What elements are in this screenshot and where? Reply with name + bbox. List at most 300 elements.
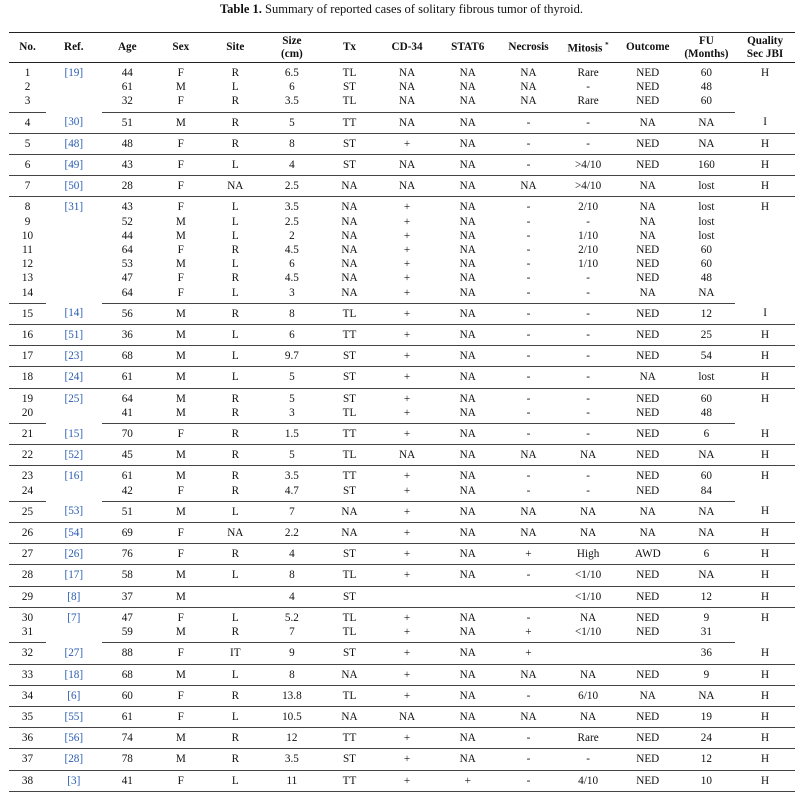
cell-fu: 60 — [700, 67, 712, 79]
cell-outcome: NED — [618, 424, 678, 445]
cell-outcome: NED — [618, 625, 678, 643]
cell-size: 4.7 — [262, 484, 322, 502]
cell-stat6: NA — [437, 367, 499, 388]
header-fu-line2: (Months) — [684, 47, 729, 60]
cell-size: 5 — [262, 112, 322, 133]
cell-stat6: NA — [437, 728, 499, 749]
row-group — [9, 685, 795, 706]
cell-site: R — [209, 625, 262, 643]
cell-outcome: NA — [639, 229, 656, 242]
cell-necrosis: - — [499, 133, 559, 154]
table-row — [9, 770, 795, 791]
reference-link[interactable]: [18] — [64, 668, 84, 681]
cell-sex: M — [153, 565, 209, 586]
cell-outcome: NED — [618, 664, 678, 685]
cell-sex: M — [153, 367, 209, 388]
cell-sex: F — [177, 244, 184, 257]
cell-necrosis: NA — [499, 664, 559, 685]
cell-age: 76 — [102, 544, 153, 565]
cell-necrosis: - — [499, 484, 559, 502]
cell-age: 28 — [102, 176, 153, 197]
cell-sex: M — [175, 229, 186, 242]
cell-cd34: + — [377, 406, 437, 424]
table-row — [9, 303, 795, 324]
cell-no: 20 — [9, 406, 46, 424]
cell-sex: F — [177, 611, 184, 624]
header-quality-line1: Quality — [747, 35, 784, 47]
row-group — [9, 706, 795, 727]
cell-mitosis: - — [558, 112, 618, 133]
cell-outcome: NED — [618, 445, 678, 466]
cell-no: 23 — [21, 470, 34, 483]
cell-cd34: + — [377, 325, 437, 346]
row-group — [9, 303, 795, 324]
cell-size: 6 — [289, 258, 295, 271]
header-necrosis: Necrosis — [499, 33, 559, 63]
reference-link[interactable]: [50] — [64, 180, 84, 193]
cell-no: 36 — [9, 728, 46, 749]
cell-stat6: NA — [459, 470, 476, 483]
cell-quality-jbi: H — [735, 367, 795, 388]
cell-mitosis: >4/10 — [558, 176, 618, 197]
cell-necrosis: - — [499, 406, 559, 424]
cell-stat6: NA — [437, 346, 499, 367]
cell-no: 1 — [24, 67, 31, 79]
cell-necrosis: NA — [499, 94, 559, 112]
reference-link[interactable]: [53] — [64, 505, 84, 518]
reference-link[interactable]: [51] — [64, 329, 84, 342]
cell-mitosis: NA — [558, 523, 618, 544]
cell-ref — [46, 728, 102, 749]
table-row — [9, 80, 795, 94]
reference-link[interactable]: [30] — [64, 116, 84, 129]
row-group — [9, 749, 795, 770]
header-mitosis-label: Mitosis — [567, 43, 603, 56]
cell-age: 64 — [121, 244, 133, 257]
cell-stat6: NA — [437, 445, 499, 466]
table-row — [9, 215, 795, 229]
cell-fu: NA — [678, 445, 736, 466]
cell-no: 28 — [9, 565, 46, 586]
cell-cd34: + — [377, 770, 437, 791]
cell-necrosis: - — [526, 392, 531, 405]
cell-fu: 60 — [700, 470, 712, 483]
cell-necrosis: - — [499, 424, 559, 445]
cell-no: 31 — [9, 625, 46, 643]
cell-age: 51 — [102, 112, 153, 133]
cell-necrosis: - — [499, 770, 559, 791]
cell-site: R — [209, 94, 262, 112]
cell-tx: TT — [322, 424, 378, 445]
cell-cd34: + — [377, 749, 437, 770]
cell-fu: NA — [678, 112, 736, 133]
cell-tx: TT — [322, 770, 378, 791]
cell-site: R — [231, 244, 240, 257]
cell-site: L — [231, 201, 239, 214]
cell-necrosis: - — [526, 244, 531, 257]
row-group — [9, 445, 795, 466]
cell-mitosis: 1/10 — [578, 258, 599, 271]
cell-site — [209, 586, 262, 607]
reference-link[interactable]: [28] — [64, 753, 84, 766]
table-row — [9, 286, 795, 304]
cell-fu: 12 — [678, 586, 736, 607]
cell-quality-jbi: H — [735, 749, 795, 770]
cell-sex: M — [153, 346, 209, 367]
cell-size: 8 — [262, 133, 322, 154]
cell-outcome: NED — [618, 94, 678, 112]
cell-no: 25 — [9, 501, 46, 522]
cell-cd34: + — [377, 565, 437, 586]
cell-mitosis: - — [558, 749, 618, 770]
cell-size: 7 — [262, 625, 322, 643]
cell-site: R — [209, 544, 262, 565]
header-site: Site — [209, 33, 262, 63]
cell-age: 36 — [102, 325, 153, 346]
cell-sex: M — [175, 470, 186, 483]
cell-sex: M — [153, 664, 209, 685]
cell-fu: 60 — [700, 392, 712, 405]
cell-age: 69 — [102, 523, 153, 544]
cell-size: 2 — [289, 229, 295, 242]
row-group — [9, 112, 795, 133]
cell-cd34: + — [403, 244, 411, 257]
cell-tx: ST — [322, 367, 378, 388]
row-group — [9, 424, 795, 445]
cell-stat6: NA — [437, 325, 499, 346]
cell-cd34: + — [403, 229, 411, 242]
cell-stat6: NA — [437, 286, 499, 304]
cell-necrosis: - — [526, 470, 531, 483]
cell-size: 6.5 — [284, 67, 299, 79]
cell-site: L — [209, 501, 262, 522]
reference-link[interactable]: [26] — [64, 548, 84, 561]
cell-outcome: NA — [618, 367, 678, 388]
table-row — [9, 63, 795, 81]
reference-link[interactable]: [14] — [64, 307, 84, 320]
reference-link[interactable]: [52] — [64, 449, 84, 462]
cell-no: 37 — [9, 749, 46, 770]
cell-tx: ST — [322, 346, 378, 367]
cell-outcome: NED — [618, 706, 678, 727]
cell-tx: ST — [342, 81, 356, 94]
cell-site: L — [231, 611, 239, 624]
cell-size: 13.8 — [262, 685, 322, 706]
table-row — [9, 133, 795, 154]
reference-link[interactable]: [48] — [64, 137, 84, 150]
cell-stat6: NA — [437, 112, 499, 133]
cell-size: 3.5 — [262, 749, 322, 770]
cell-stat6: + — [437, 770, 499, 791]
cell-no: 8 — [24, 201, 31, 214]
cell-tx: NA — [341, 215, 358, 228]
cell-ref — [46, 424, 102, 445]
cell-no: 21 — [9, 424, 46, 445]
reference-link[interactable]: [24] — [64, 371, 84, 384]
row-group — [9, 544, 795, 565]
cell-outcome: NED — [636, 81, 660, 94]
cell-age: 47 — [121, 611, 133, 624]
cell-no: 9 — [24, 215, 31, 228]
cell-size: 10.5 — [262, 706, 322, 727]
cell-ref — [46, 176, 102, 197]
cell-stat6: NA — [459, 272, 476, 285]
cell-quality-jbi: H — [735, 770, 795, 791]
cell-stat6: NA — [437, 523, 499, 544]
header-size — [262, 33, 322, 63]
cell-fu: 48 — [700, 81, 712, 94]
cell-ref — [46, 501, 102, 522]
cell-size: 12 — [262, 728, 322, 749]
cell-tx: ST — [322, 586, 378, 607]
cell-site: R — [209, 303, 262, 324]
cell-site: R — [231, 272, 240, 285]
header-quality-line2: Sec JBI — [746, 47, 784, 60]
header-size-line1: Size — [282, 35, 302, 47]
cell-necrosis: - — [526, 229, 531, 242]
cell-necrosis: - — [499, 303, 559, 324]
cell-outcome: NED — [636, 611, 660, 624]
cell-mitosis: NA — [558, 664, 618, 685]
row-group — [9, 664, 795, 685]
cell-no: 33 — [9, 664, 46, 685]
cell-size: 3.5 — [284, 201, 299, 214]
row-group — [9, 770, 795, 791]
table-row — [9, 625, 795, 643]
cell-tx: TL — [322, 406, 378, 424]
cell-mitosis: High — [558, 544, 618, 565]
cell-age: 61 — [121, 470, 133, 483]
cell-stat6: NA — [437, 406, 499, 424]
cell-outcome: NED — [618, 303, 678, 324]
table-row — [9, 229, 795, 243]
cell-cd34: NA — [377, 94, 437, 112]
cell-stat6: NA — [437, 685, 499, 706]
cell-mitosis: 6/10 — [558, 685, 618, 706]
cell-mitosis: <1/10 — [558, 586, 618, 607]
cell-necrosis: - — [526, 258, 531, 271]
cell-age: 43 — [102, 155, 153, 176]
cell-outcome: NED — [636, 258, 660, 271]
header-quality — [735, 33, 795, 63]
cell-site: R — [209, 406, 262, 424]
cell-age: 37 — [102, 586, 153, 607]
cell-no: 5 — [9, 133, 46, 154]
cell-ref — [46, 770, 102, 791]
cell-age: 74 — [102, 728, 153, 749]
reference-link[interactable]: [6] — [67, 689, 81, 702]
cell-site: R — [209, 749, 262, 770]
cell-fu: 48 — [700, 272, 712, 285]
table-row — [9, 523, 795, 544]
cell-cd34: + — [377, 523, 437, 544]
cell-ref — [46, 706, 102, 727]
reference-link[interactable]: [17] — [64, 569, 84, 582]
cell-ref — [46, 466, 102, 501]
cell-stat6: NA — [459, 258, 476, 271]
table-row — [9, 445, 795, 466]
reference-link[interactable]: [19] — [64, 67, 84, 79]
cell-quality-jbi: H — [761, 470, 770, 483]
cell-tx: TT — [322, 325, 378, 346]
cell-necrosis: NA — [499, 501, 559, 522]
cell-fu: lost — [698, 215, 715, 228]
cell-ref — [46, 155, 102, 176]
reference-link[interactable]: [31] — [64, 201, 84, 214]
cell-no: 16 — [9, 325, 46, 346]
cell-tx: ST — [322, 749, 378, 770]
cell-tx: ST — [342, 392, 356, 405]
cell-mitosis: Rare — [558, 94, 618, 112]
cell-stat6: NA — [459, 201, 476, 214]
cell-age: 61 — [102, 367, 153, 388]
cell-fu: 12 — [678, 303, 736, 324]
cell-sex: F — [177, 67, 184, 79]
cell-fu: lost — [678, 367, 736, 388]
row-group — [9, 388, 795, 423]
cell-no: 24 — [9, 484, 46, 502]
cell-cd34: + — [377, 424, 437, 445]
cell-necrosis: - — [499, 749, 559, 770]
cell-site: R — [209, 445, 262, 466]
table-row — [9, 749, 795, 770]
cell-necrosis: + — [499, 544, 559, 565]
cell-tx: NA — [341, 258, 358, 271]
cell-mitosis: - — [558, 303, 618, 324]
reference-link[interactable]: [56] — [64, 732, 84, 745]
cell-age: 44 — [121, 229, 133, 242]
cell-site: L — [209, 770, 262, 791]
reference-link[interactable]: [15] — [64, 427, 84, 440]
cell-size: 8 — [262, 303, 322, 324]
cell-age: 78 — [102, 749, 153, 770]
cell-cd34: + — [377, 286, 437, 304]
cell-stat6: NA — [459, 81, 476, 94]
cell-necrosis: NA — [499, 445, 559, 466]
cell-fu: 160 — [678, 155, 736, 176]
cell-necrosis: NA — [499, 706, 559, 727]
cell-cd34: NA — [377, 176, 437, 197]
cell-age: 58 — [102, 565, 153, 586]
cell-site: L — [209, 346, 262, 367]
cell-fu: 19 — [678, 706, 736, 727]
cell-mitosis: - — [586, 470, 590, 483]
cell-age: 47 — [121, 272, 133, 285]
cell-fu: 25 — [678, 325, 736, 346]
table-row — [9, 466, 795, 484]
reference-link[interactable]: [23] — [64, 350, 84, 363]
cell-site: R — [209, 112, 262, 133]
cell-necrosis: - — [526, 201, 531, 214]
cell-quality-jbi: H — [735, 586, 795, 607]
cell-size: 11 — [262, 770, 322, 791]
cell-fu: 24 — [678, 728, 736, 749]
cell-cd34: + — [377, 625, 437, 643]
cell-sex: M — [153, 749, 209, 770]
reference-link[interactable]: [55] — [64, 710, 84, 723]
cell-sex: M — [175, 258, 186, 271]
cell-stat6: NA — [437, 706, 499, 727]
row-group — [9, 565, 795, 586]
cell-ref — [46, 685, 102, 706]
cell-outcome: NED — [618, 484, 678, 502]
cell-outcome: NA — [639, 201, 656, 214]
cell-mitosis: NA — [558, 706, 618, 727]
cell-mitosis: - — [586, 272, 590, 285]
cell-necrosis: NA — [499, 176, 559, 197]
cell-site: L — [209, 325, 262, 346]
reference-link[interactable]: [16] — [64, 470, 84, 483]
cell-sex: M — [153, 728, 209, 749]
table-row — [9, 197, 795, 215]
cell-mitosis: Rare — [558, 728, 618, 749]
reference-link[interactable]: [25] — [64, 392, 84, 405]
reference-link[interactable]: [7] — [67, 611, 81, 624]
table-row — [9, 346, 795, 367]
header-tx: Tx — [322, 33, 378, 63]
reference-link[interactable]: [3] — [67, 774, 81, 787]
cell-ref — [46, 445, 102, 466]
cell-fu: 48 — [678, 406, 736, 424]
cell-size: 3 — [262, 406, 322, 424]
cell-sex: M — [175, 392, 186, 405]
reference-link[interactable]: [49] — [64, 159, 84, 172]
cell-sex: F — [153, 706, 209, 727]
cell-necrosis: - — [499, 367, 559, 388]
cell-site: L — [209, 664, 262, 685]
cell-size: 3.5 — [262, 94, 322, 112]
cell-cd34: NA — [398, 67, 416, 79]
cell-stat6: NA — [459, 392, 476, 405]
cell-no: 18 — [9, 367, 46, 388]
cell-outcome: NED — [618, 728, 678, 749]
cell-fu: 31 — [678, 625, 736, 643]
cell-size: 5 — [262, 445, 322, 466]
cell-age: 56 — [102, 303, 153, 324]
cell-stat6: NA — [437, 664, 499, 685]
row-group — [9, 367, 795, 388]
cell-outcome: NED — [636, 470, 660, 483]
cell-size: 3 — [262, 286, 322, 304]
cell-site: R — [231, 67, 240, 79]
cell-stat6: NA — [437, 501, 499, 522]
cell-sex: F — [153, 484, 209, 502]
cell-mitosis: - — [558, 133, 618, 154]
cell-mitosis: NA — [558, 501, 618, 522]
cell-quality-jbi: H — [761, 611, 770, 624]
cell-mitosis: - — [558, 406, 618, 424]
cell-quality-jbi: H — [735, 176, 795, 197]
cell-age: 61 — [102, 706, 153, 727]
reference-link[interactable]: [8] — [67, 590, 81, 603]
cell-age: 51 — [102, 501, 153, 522]
cell-site: L — [231, 229, 239, 242]
table-row — [9, 501, 795, 522]
cell-stat6 — [437, 586, 499, 607]
cell-tx: TT — [322, 728, 378, 749]
reference-link[interactable]: [54] — [64, 527, 84, 540]
cell-size: 8 — [262, 664, 322, 685]
cell-sex: M — [153, 406, 209, 424]
cell-stat6: NA — [437, 155, 499, 176]
cell-size: 9.7 — [262, 346, 322, 367]
cell-fu: 84 — [678, 484, 736, 502]
cell-necrosis: - — [499, 155, 559, 176]
reference-link[interactable]: [27] — [64, 646, 84, 659]
cell-stat6: NA — [437, 176, 499, 197]
row-group — [9, 133, 795, 154]
cell-site: IT — [209, 643, 262, 664]
